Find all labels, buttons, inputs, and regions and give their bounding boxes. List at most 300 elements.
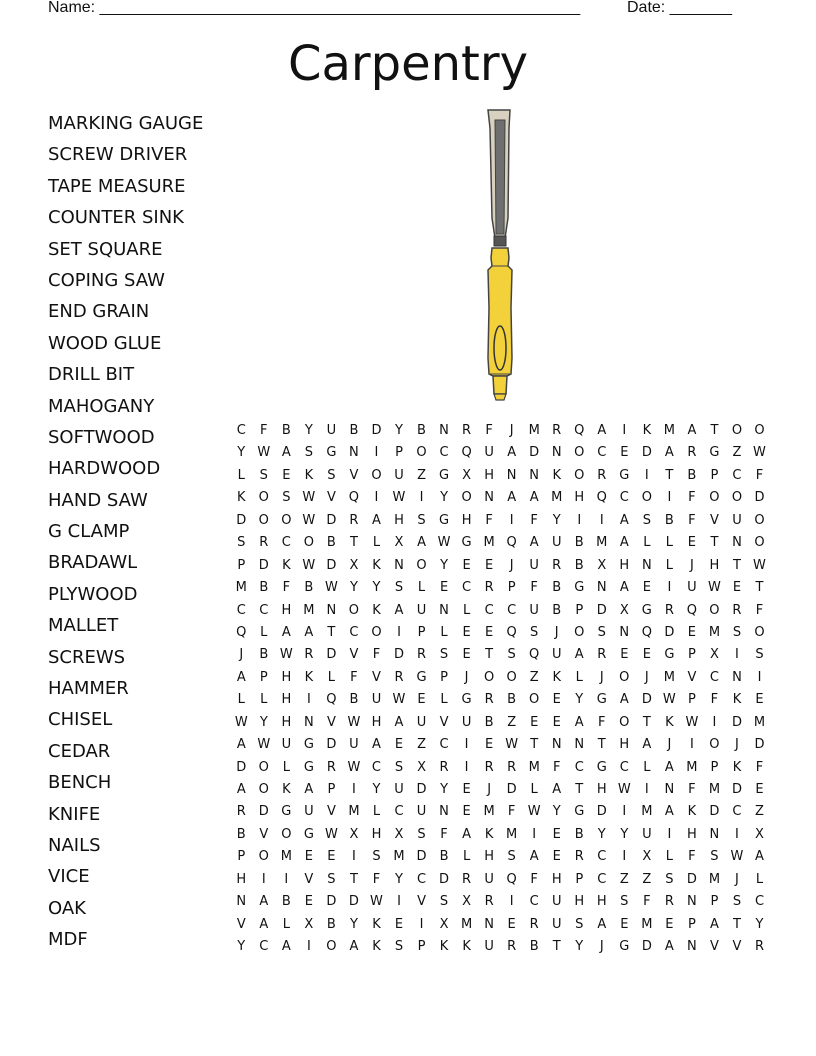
- grid-letter: V: [326, 804, 336, 820]
- grid-letter: V: [439, 714, 449, 730]
- grid-letter: W: [324, 826, 338, 842]
- grid-letter: M: [641, 916, 653, 932]
- grid-letter: R: [484, 692, 494, 708]
- grid-letter: X: [597, 557, 607, 573]
- grid-letter: N: [236, 894, 247, 910]
- grid-letter: Z: [755, 804, 764, 820]
- grid-row: [230, 555, 771, 577]
- grid-letter: U: [461, 714, 472, 730]
- grid-letter: F: [485, 423, 493, 438]
- grid-letter: S: [732, 894, 742, 910]
- grid-letter: I: [374, 445, 379, 461]
- grid-letter: R: [416, 647, 427, 663]
- grid-letter: O: [574, 445, 585, 461]
- grid-letter: R: [484, 894, 494, 910]
- grid-letter: F: [440, 826, 448, 842]
- grid-letter: F: [282, 580, 291, 596]
- grid-letter: L: [237, 692, 245, 708]
- grid-letter: E: [755, 782, 764, 797]
- grid-letter: A: [281, 445, 291, 461]
- grid-letter: D: [326, 737, 337, 753]
- grid-letter: I: [622, 423, 627, 438]
- grid-letter: A: [574, 647, 584, 663]
- grid-letter: Y: [440, 557, 449, 573]
- grid-letter: Y: [575, 939, 584, 955]
- grid-letter: C: [281, 535, 291, 551]
- grid-letter: G: [619, 939, 630, 955]
- grid-letter: V: [687, 669, 697, 685]
- grid-letter: S: [710, 849, 719, 865]
- grid-letter: C: [507, 602, 517, 618]
- word-list-item: PLYWOOD: [48, 583, 138, 605]
- grid-letter: O: [529, 692, 540, 708]
- grid-letter: S: [665, 871, 674, 887]
- grid-letter: F: [688, 512, 696, 528]
- grid-letter: C: [597, 445, 607, 461]
- word-list-item: OAK: [48, 897, 86, 919]
- grid-letter: F: [485, 512, 493, 528]
- chisel-icon: [478, 108, 522, 404]
- grid-letter: T: [732, 557, 741, 573]
- grid-letter: C: [732, 804, 742, 820]
- grid-letter: W: [257, 445, 271, 461]
- grid-letter: C: [754, 894, 765, 910]
- grid-letter: P: [575, 871, 584, 887]
- grid-letter: T: [575, 782, 584, 797]
- grid-letter: U: [349, 737, 359, 753]
- grid-letter: E: [462, 782, 471, 797]
- grid-letter: F: [710, 692, 719, 708]
- grid-letter: J: [689, 557, 694, 573]
- grid-letter: Y: [259, 714, 268, 730]
- grid-letter: U: [416, 602, 427, 618]
- grid-letter: O: [709, 737, 720, 753]
- word-list-item: TAPE MEASURE: [48, 175, 186, 197]
- grid-letter: W: [257, 737, 271, 753]
- word-list-item: HARDWOOD: [48, 458, 161, 480]
- grid-letter: I: [735, 826, 739, 842]
- grid-letter: S: [327, 467, 336, 483]
- grid-letter: L: [665, 849, 673, 865]
- grid-letter: D: [754, 490, 765, 506]
- grid-letter: E: [507, 916, 516, 932]
- grid-letter: D: [416, 782, 427, 797]
- grid-letter: C: [416, 871, 427, 887]
- grid-letter: M: [235, 580, 247, 596]
- grid-letter: R: [236, 804, 246, 820]
- grid-letter: M: [393, 849, 405, 865]
- grid-letter: O: [483, 669, 495, 685]
- grid-letter: K: [665, 714, 674, 730]
- grid-letter: K: [552, 467, 561, 483]
- grid-letter: I: [419, 490, 424, 506]
- grid-letter: A: [236, 737, 246, 753]
- grid-letter: E: [552, 714, 561, 730]
- grid-letter: W: [707, 580, 721, 596]
- grid-letter: J: [599, 939, 604, 955]
- grid-letter: E: [485, 624, 494, 640]
- grid-letter: R: [484, 759, 494, 775]
- grid-letter: Y: [440, 782, 449, 797]
- grid-letter: M: [528, 423, 540, 438]
- grid-letter: W: [279, 647, 293, 663]
- grid-row: [230, 914, 771, 936]
- grid-letter: M: [483, 535, 495, 551]
- grid-letter: V: [236, 916, 246, 932]
- grid-letter: L: [260, 624, 268, 640]
- grid-letter: N: [349, 445, 359, 461]
- grid-letter: G: [303, 759, 314, 775]
- grid-letter: B: [552, 602, 562, 618]
- grid-letter: O: [506, 669, 517, 685]
- grid-letter: D: [641, 939, 652, 955]
- grid-letter: A: [236, 669, 246, 685]
- word-list-item: MARKING GAUGE: [48, 113, 204, 134]
- grid-letter: T: [530, 737, 539, 753]
- grid-letter: I: [599, 512, 604, 528]
- grid-letter: H: [596, 782, 607, 797]
- grid-letter: C: [619, 490, 629, 506]
- grid-letter: J: [667, 737, 672, 753]
- grid-letter: L: [372, 804, 381, 820]
- grid-letter: O: [416, 445, 427, 461]
- grid-letter: U: [394, 467, 404, 483]
- grid-letter: L: [643, 759, 651, 775]
- grid-letter: B: [529, 939, 539, 955]
- grid-letter: H: [394, 512, 404, 528]
- grid-letter: O: [731, 423, 743, 438]
- grid-letter: L: [417, 580, 426, 596]
- grid-letter: Y: [237, 939, 246, 955]
- grid-letter: U: [371, 692, 382, 708]
- grid-letter: R: [439, 759, 449, 775]
- grid-letter: B: [259, 647, 269, 663]
- grid-letter: J: [554, 624, 559, 640]
- grid-letter: U: [529, 602, 539, 618]
- grid-letter: H: [484, 467, 494, 483]
- grid-letter: K: [372, 939, 381, 955]
- grid-letter: S: [282, 490, 291, 506]
- grid-letter: N: [574, 737, 585, 753]
- grid-letter: I: [577, 512, 582, 528]
- grid-letter: O: [754, 423, 765, 438]
- grid-letter: D: [529, 445, 540, 461]
- grid-letter: E: [462, 647, 471, 663]
- word-list-item: COUNTER SINK: [48, 207, 184, 229]
- grid-letter: B: [484, 714, 494, 730]
- grid-row: [230, 712, 771, 734]
- grid-letter: H: [596, 894, 607, 910]
- grid-letter: I: [712, 714, 717, 730]
- grid-letter: G: [596, 692, 607, 708]
- grid-letter: T: [552, 939, 561, 955]
- grid-letter: A: [259, 916, 269, 932]
- grid-letter: F: [755, 467, 764, 483]
- grid-letter: D: [326, 512, 337, 528]
- grid-letter: I: [644, 782, 649, 797]
- grid-letter: X: [755, 826, 764, 842]
- grid-letter: K: [687, 804, 697, 820]
- grid-letter: H: [687, 826, 697, 842]
- grid-letter: K: [552, 669, 561, 685]
- grid-letter: K: [439, 939, 449, 955]
- grid-letter: E: [552, 826, 561, 842]
- grid-letter: A: [507, 445, 517, 461]
- grid-letter: R: [349, 512, 359, 528]
- grid-letter: H: [574, 490, 585, 506]
- grid-letter: H: [574, 894, 585, 910]
- grid-letter: N: [439, 804, 449, 820]
- grid-letter: N: [596, 580, 607, 596]
- grid-letter: P: [575, 602, 584, 618]
- grid-letter: O: [326, 939, 337, 955]
- grid-letter: F: [755, 759, 764, 775]
- grid-letter: O: [303, 535, 314, 551]
- word-list-item: SCREWS: [48, 646, 126, 668]
- grid-letter: Y: [304, 423, 313, 438]
- grid-letter: F: [507, 804, 516, 820]
- word-list-item: BRADAWL: [48, 552, 138, 574]
- grid-letter: D: [416, 849, 427, 865]
- grid-letter: V: [326, 714, 336, 730]
- grid-letter: V: [349, 467, 359, 483]
- grid-letter: I: [622, 804, 627, 820]
- grid-letter: R: [259, 535, 269, 551]
- grid-letter: W: [347, 714, 361, 730]
- grid-letter: W: [527, 804, 541, 820]
- grid-letter: Z: [507, 714, 517, 730]
- grid-letter: J: [599, 669, 604, 685]
- grid-letter: Y: [620, 826, 629, 842]
- grid-letter: H: [281, 602, 292, 618]
- grid-row: [230, 936, 771, 958]
- grid-letter: E: [462, 804, 471, 820]
- grid-letter: A: [372, 512, 381, 528]
- grid-letter: N: [551, 737, 562, 753]
- grid-letter: Q: [529, 647, 540, 663]
- grid-letter: B: [281, 894, 291, 910]
- grid-letter: I: [532, 826, 537, 842]
- grid-letter: E: [755, 692, 764, 708]
- grid-letter: P: [237, 557, 246, 573]
- grid-letter: E: [462, 557, 471, 573]
- grid-letter: N: [303, 714, 314, 730]
- grid-letter: J: [509, 423, 514, 438]
- grid-letter: O: [281, 826, 292, 842]
- grid-letter: I: [464, 759, 469, 775]
- grid-letter: G: [303, 826, 314, 842]
- grid-letter: O: [416, 557, 427, 573]
- grid-letter: P: [417, 939, 426, 955]
- grid-letter: E: [439, 580, 449, 596]
- grid-letter: S: [642, 512, 651, 528]
- grid-letter: F: [530, 580, 538, 596]
- grid-letter: A: [664, 759, 674, 775]
- grid-letter: G: [619, 467, 630, 483]
- grid-letter: I: [464, 737, 469, 753]
- grid-letter: A: [281, 624, 291, 640]
- word-list-item: END GRAIN: [48, 301, 150, 323]
- grid-letter: Y: [597, 826, 606, 842]
- grid-row: [230, 622, 771, 644]
- grid-letter: P: [710, 467, 719, 483]
- grid-letter: B: [259, 580, 269, 596]
- grid-letter: M: [641, 804, 653, 820]
- grid-letter: A: [664, 939, 674, 955]
- grid-letter: T: [349, 871, 358, 887]
- word-list-item: MALLET: [48, 615, 119, 637]
- grid-letter: V: [709, 512, 719, 528]
- grid-letter: P: [395, 445, 403, 461]
- grid-letter: A: [642, 737, 652, 753]
- word-list-item: SCREW DRIVER: [48, 144, 188, 166]
- grid-letter: D: [641, 692, 652, 708]
- grid-letter: U: [281, 737, 292, 753]
- grid-letter: M: [663, 669, 675, 685]
- grid-letter: R: [597, 647, 607, 663]
- grid-letter: U: [394, 782, 404, 797]
- grid-row: [230, 600, 771, 622]
- grid-letter: W: [753, 445, 766, 461]
- grid-letter: X: [619, 602, 629, 618]
- grid-row: [230, 532, 771, 554]
- grid-letter: G: [461, 535, 472, 551]
- grid-letter: N: [439, 602, 449, 618]
- grid-letter: O: [619, 669, 630, 685]
- grid-letter: C: [619, 759, 629, 775]
- grid-letter: N: [687, 894, 697, 910]
- word-list-item: MDF: [48, 929, 88, 951]
- grid-letter: K: [282, 557, 291, 573]
- grid-letter: D: [709, 804, 720, 820]
- grid-letter: T: [755, 580, 764, 596]
- grid-letter: D: [326, 647, 337, 663]
- grid-letter: S: [259, 467, 268, 483]
- grid-letter: B: [687, 467, 697, 483]
- grid-letter: L: [440, 624, 448, 640]
- grid-letter: W: [302, 557, 316, 573]
- grid-letter: C: [732, 467, 742, 483]
- grid-letter: M: [596, 535, 608, 551]
- grid-letter: W: [302, 512, 316, 528]
- grid-letter: E: [327, 849, 336, 865]
- grid-letter: Z: [642, 871, 652, 887]
- grid-row: [230, 734, 771, 756]
- grid-letter: R: [507, 759, 517, 775]
- grid-letter: A: [619, 512, 629, 528]
- grid-letter: Q: [506, 624, 517, 640]
- grid-letter: J: [239, 647, 244, 663]
- grid-letter: L: [755, 871, 764, 887]
- grid-letter: C: [371, 759, 381, 775]
- grid-letter: D: [348, 894, 359, 910]
- grid-letter: K: [732, 759, 742, 775]
- grid-letter: R: [507, 939, 517, 955]
- grid-letter: M: [686, 759, 698, 775]
- grid-letter: B: [417, 423, 426, 438]
- grid-letter: I: [306, 692, 311, 708]
- grid-letter: W: [392, 490, 406, 506]
- grid-letter: A: [597, 916, 607, 932]
- grid-letter: C: [439, 737, 449, 753]
- grid-letter: M: [708, 624, 721, 640]
- grid-letter: G: [596, 759, 607, 775]
- grid-letter: P: [687, 916, 696, 932]
- grid-letter: F: [688, 490, 696, 506]
- grid-letter: S: [237, 535, 246, 551]
- grid-letter: P: [507, 580, 516, 596]
- grid-letter: K: [484, 826, 494, 842]
- grid-letter: K: [732, 692, 742, 708]
- grid-letter: U: [326, 423, 337, 438]
- grid-letter: W: [347, 759, 361, 775]
- grid-letter: A: [529, 849, 539, 865]
- grid-letter: W: [324, 580, 338, 596]
- grid-letter: H: [461, 512, 472, 528]
- grid-letter: H: [236, 871, 247, 887]
- grid-letter: I: [644, 467, 649, 483]
- word-list-item: DRILL BIT: [48, 364, 135, 386]
- grid-letter: E: [642, 580, 651, 596]
- grid-letter: K: [372, 602, 381, 618]
- grid-letter: X: [394, 535, 404, 551]
- grid-letter: B: [349, 692, 359, 708]
- grid-letter: R: [304, 647, 314, 663]
- grid-letter: A: [597, 423, 607, 438]
- grid-row: [230, 667, 771, 689]
- grid-letter: U: [304, 804, 314, 820]
- grid-letter: A: [709, 916, 719, 932]
- grid-letter: U: [732, 512, 742, 528]
- grid-letter: B: [574, 826, 584, 842]
- grid-letter: S: [304, 445, 313, 461]
- word-list-item: COPING SAW: [48, 269, 165, 291]
- grid-letter: I: [509, 894, 514, 910]
- grid-letter: F: [260, 423, 268, 438]
- grid-letter: X: [394, 826, 404, 842]
- grid-letter: A: [619, 535, 629, 551]
- grid-letter: B: [304, 580, 314, 596]
- grid-letter: N: [709, 826, 720, 842]
- grid-letter: C: [709, 669, 719, 685]
- grid-letter: A: [394, 602, 404, 618]
- grid-letter: A: [755, 849, 764, 865]
- grid-letter: M: [708, 871, 721, 887]
- grid-letter: F: [372, 871, 381, 887]
- grid-letter: Z: [732, 445, 742, 461]
- grid-letter: C: [439, 445, 449, 461]
- grid-letter: E: [462, 624, 471, 640]
- word-list-item: CHISEL: [48, 709, 113, 731]
- grid-letter: L: [462, 849, 471, 865]
- grid-letter: H: [551, 871, 562, 887]
- grid-letter: J: [509, 557, 514, 573]
- grid-letter: D: [236, 759, 247, 775]
- letter-grid: [230, 420, 771, 959]
- grid-letter: G: [574, 580, 585, 596]
- grid-letter: X: [439, 916, 449, 932]
- grid-letter: R: [394, 669, 404, 685]
- grid-letter: L: [327, 669, 336, 685]
- grid-letter: B: [439, 849, 449, 865]
- grid-letter: I: [261, 871, 266, 887]
- grid-letter: T: [485, 647, 494, 663]
- page-title: Carpentry: [287, 36, 529, 92]
- grid-letter: U: [529, 557, 539, 573]
- grid-letter: P: [417, 624, 426, 640]
- grid-letter: M: [528, 759, 540, 775]
- grid-letter: A: [664, 804, 674, 820]
